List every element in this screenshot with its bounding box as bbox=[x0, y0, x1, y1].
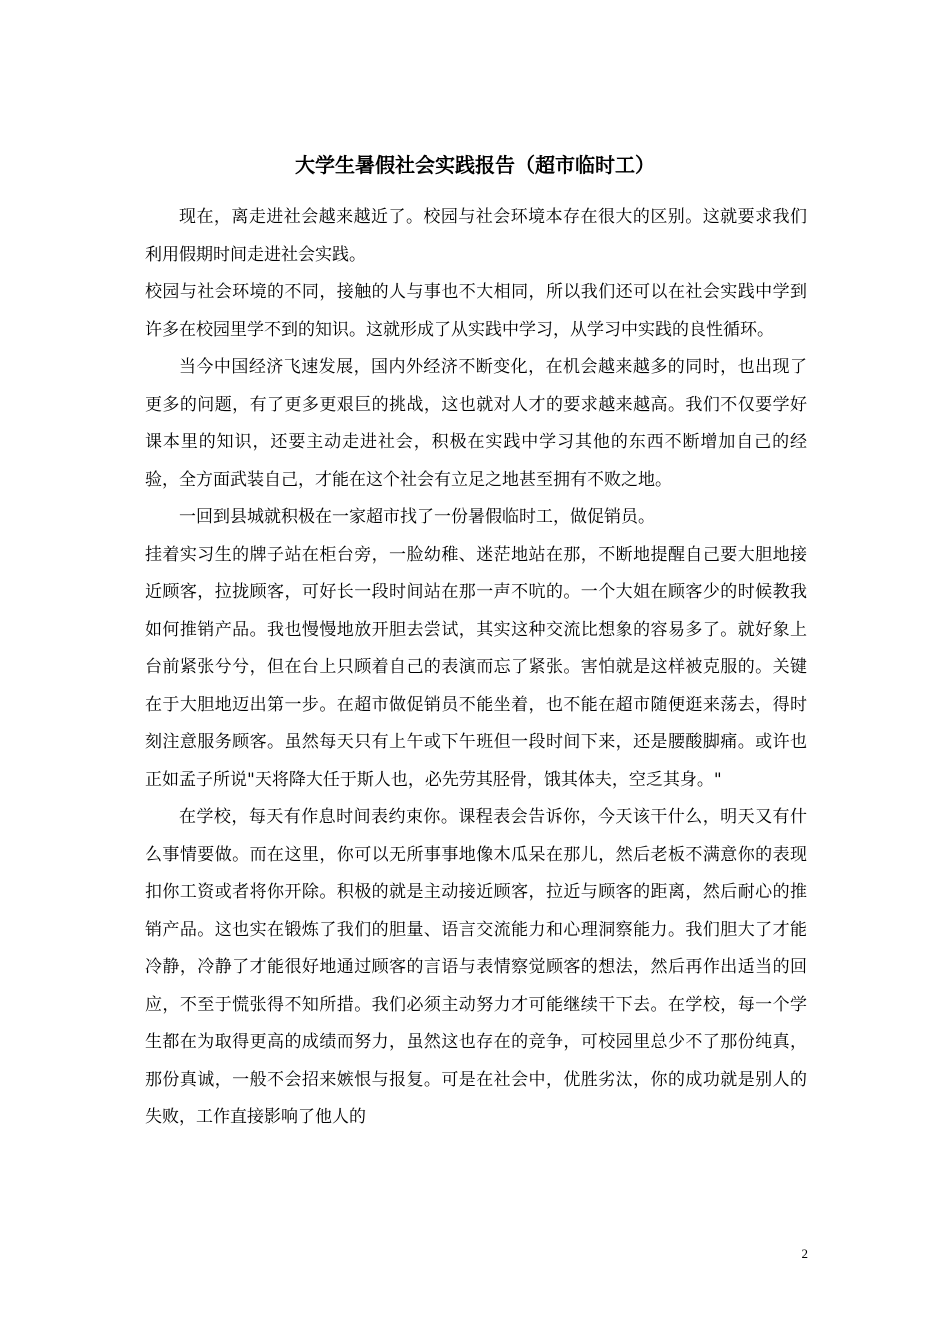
page-number: 2 bbox=[801, 1246, 808, 1261]
paragraph-3: 当今中国经济飞速发展，国内外经济不断变化，在机会越来越多的同时，也出现了更多的问题，有了更多更艰巨的挑战，这也就对人才的要求越来越高。我们不仅要学好课本里的知识，还要主动走进社会，积极在实践中学习其他的东西不断增加自己的经验，全方面武装自己，才能在这个社会有立足之地甚至拥有不败之地。 bbox=[145, 357, 807, 490]
document-body bbox=[145, 199, 807, 1137]
paragraph-2: 校园与社会环境的不同，接触的人与事也不大相同，所以我们还可以在社会实践中学到许多在校园里学不到的知识。这就形成了从实践中学习，从学习中实践的良性循环。 bbox=[145, 282, 807, 340]
paragraph-6: 在学校，每天有作息时间表约束你。课程表会告诉你，今天该干什么，明天又有什么事情要做。而在这里，你可以无所事事地像木瓜呆在那儿，然后老板不满意你的表现扣你工资或者将你开除。积极的就是主动接近顾客，拉近与顾客的距离，然后耐心的推销产品。这也实在锻炼了我们的胆量、语言交流能力和心理洞察能力。我们胆大了才能冷静，冷静了才能很好地通过顾客的言语与表情察觉顾客的想法，然后再作出适当的回应，不至于慌张得不知所措。我们必须主动努力才可能继续干下去。在学校，每一个学生都在为取得更高的成绩而努力，虽然这也存在的竞争，可校园里总少不了那份纯真，那份真诚，一般不会招来嫉恨与报复。可是在社会中，优胜劣汰，你的成功就是别人的失败，工作直接影响了他人的 bbox=[145, 807, 807, 1127]
paragraph-1: 现在，离走进社会越来越近了。校园与社会环境本存在很大的区别。这就要求我们利用假期时间走进社会实践。 bbox=[145, 207, 807, 265]
page-title: 大学生暑假社会实践报告（超市临时工） bbox=[295, 153, 655, 177]
paragraph-5: 挂着实习生的牌子站在柜台旁，一脸幼稚、迷茫地站在那，不断地提醒自己要大胆地接近顾客，拉拢顾客，可好长一段时间站在那一声不吭的。一个大姐在顾客少的时候教我如何推销产品。我也慢慢地放开胆去尝试，其实这种交流比想象的容易多了。就好象上台前紧张兮兮，但在台上只顾着自己的表演而忘了紧张。害怕就是这样被克服的。关键在于大胆地迈出第一步。在超市做促销员不能坐着，也不能在超市随便逛来荡去，得时刻注意服务顾客。虽然每天只有上午或下午班但一段时间下来，还是腰酸脚痛。或许也正如孟子所说"天将降大任于斯人也，必先劳其胫骨，饿其体夫，空乏其身。" bbox=[145, 544, 807, 790]
paragraph-4: 一回到县城就积极在一家超市找了一份暑假临时工，做促销员。 bbox=[179, 507, 655, 527]
